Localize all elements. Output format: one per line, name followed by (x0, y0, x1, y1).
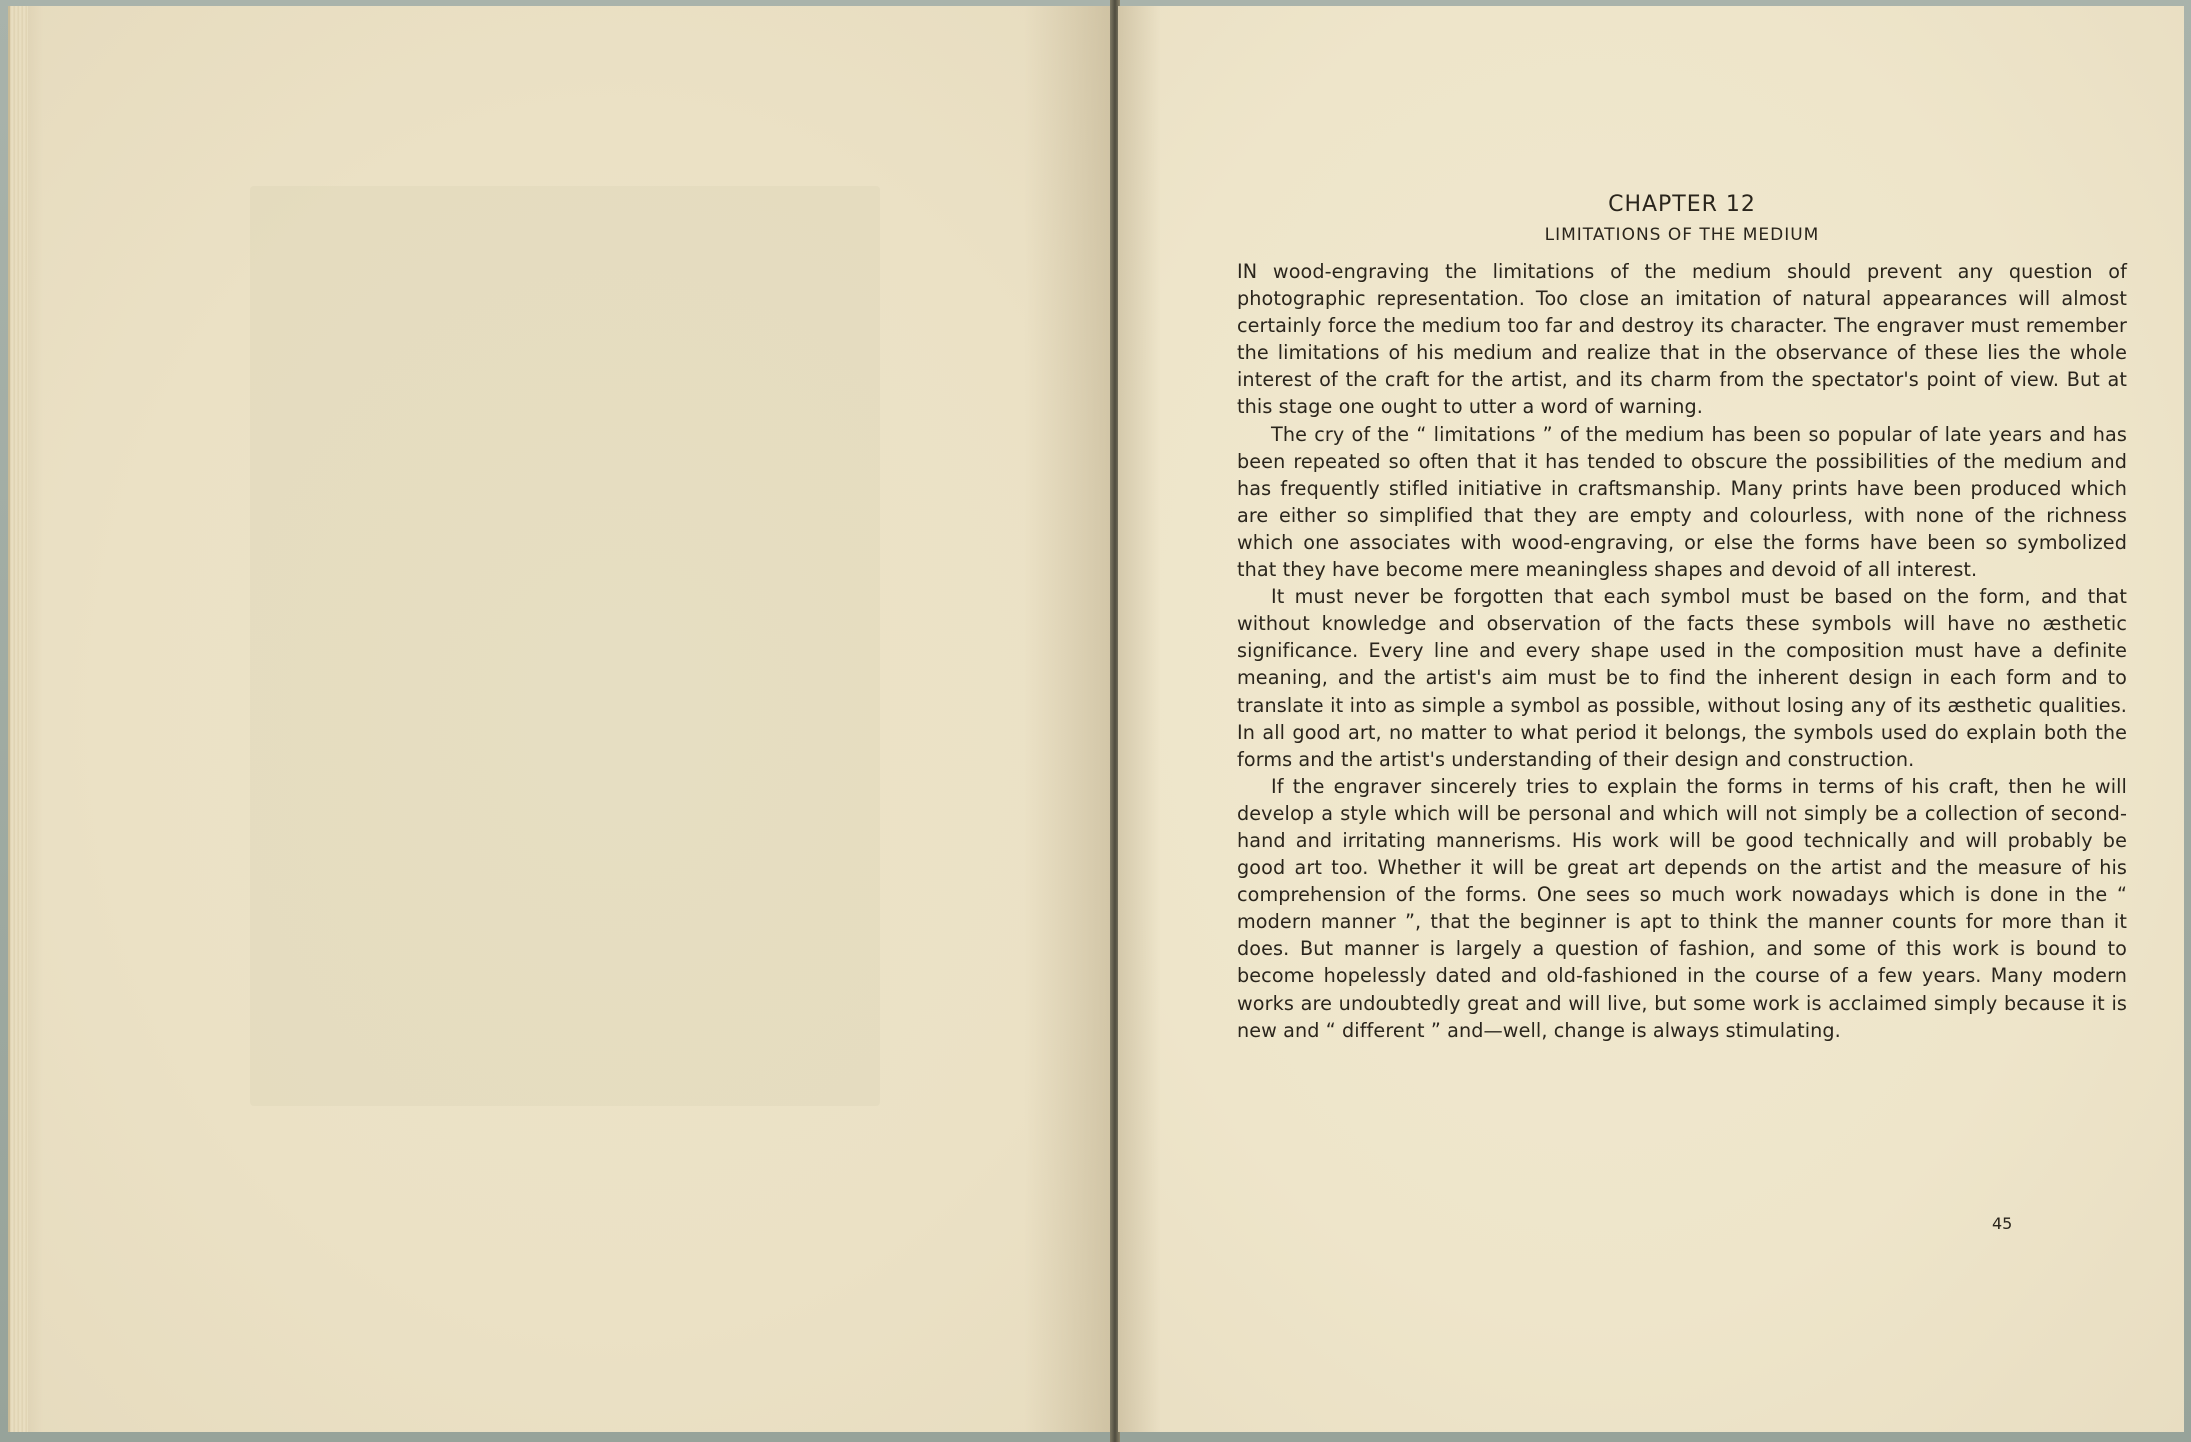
chapter-title: LIMITATIONS OF THE MEDIUM (1544, 225, 1820, 245)
right-page (1118, 6, 2184, 1432)
show-through-impression (250, 186, 880, 1106)
chapter-heading: CHAPTER 12 (1608, 192, 1756, 217)
paragraph-1: IN wood-engraving the limitations of the medium should prevent any question of photographic representation. Too close an imitation of natural appearances will almost certainly force the medium too far and destroy its character. The engraver must remember the limitations of his medium and realize that in the observance of these lies the whole interest of the craft for the artist, and its charm from the spectator's point of view. But at this stage one ought to utter a word of warning. (1237, 260, 2127, 419)
chapter-text-block (1237, 192, 2127, 1044)
paragraph-2: The cry of the “ limitations ” of the medium has been so popular of late years and has been repeated so often that it has tended to obscure the possibilities of the medium and has frequently stifled initiative in craftsmanship. Many prints have been produced which are either so simplified that they are empty and colourless, with none of the richness which one associates with wood-engraving, or else the forms have been so symbolized that they have become mere meaningless shapes and devoid of all interest. (1237, 422, 2127, 582)
left-page-blank (8, 6, 1112, 1432)
paragraph-4: If the engraver sincerely tries to explain the forms in terms of his craft, then he will develop a style which will be personal and which will not simply be a collection of second-hand and irritating mannerisms. His work will be good technically and will probably be good art too. Whether it will be great art depends on the artist and the measure of his comprehension of the forms. One sees so much work nowadays which is done in the “ modern manner ”, that the beginner is apt to think the manner counts for more than it does. But manner is largely a question of fashion, and some of this work is bound to become hopelessly dated and old-fashioned in the course of a few years. Many modern works are undoubtedly great and will live, but some work is acclaimed simply because it is new and “ different ” and—well, change is always stimulating. (1237, 774, 2127, 1042)
paragraph-3: It must never be forgotten that each symbol must be based on the form, and that without knowledge and observation of the facts these symbols will have no æsthetic significance. Every line and every shape used in the composition must have a definite meaning, and the artist's aim must be to find the inherent design in each form and to translate it into as simple a symbol as possible, without losing any of its æsthetic qualities. In all good art, no matter to what period it belongs, the symbols used do explain both the forms and the artist's understanding of their design and construction. (1237, 585, 2127, 771)
page-number: 45 (1992, 1214, 2013, 1233)
